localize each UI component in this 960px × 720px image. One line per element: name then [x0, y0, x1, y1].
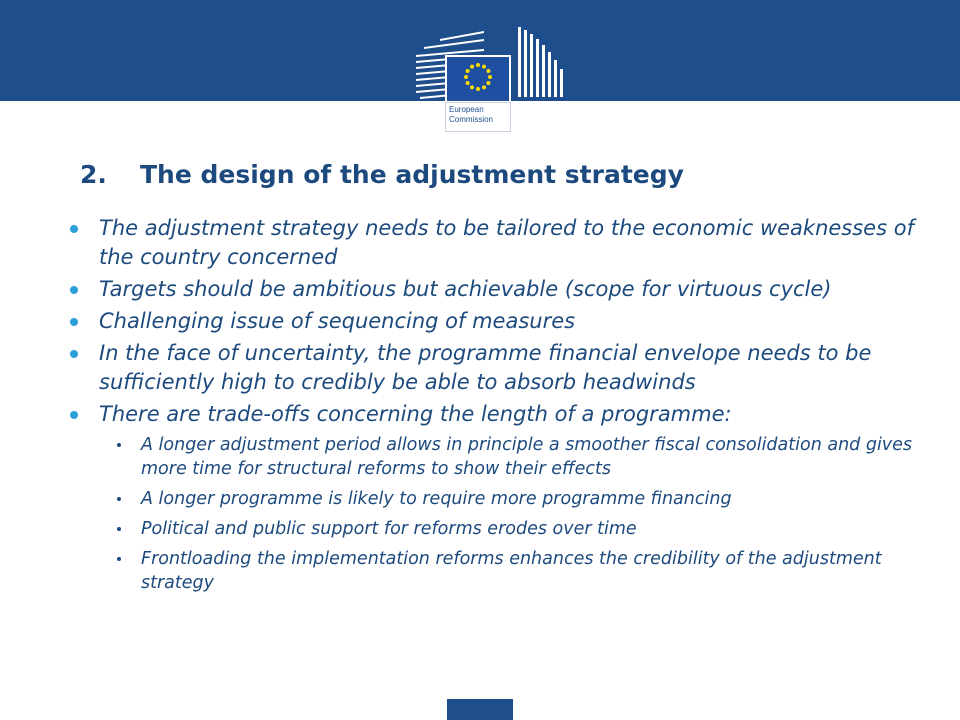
sub-bullet-dot-icon: [117, 527, 121, 531]
bullet-text: The adjustment strategy needs to be tailored to the economic weaknesses of the country concerned: [99, 216, 914, 269]
slide-title: [80, 158, 684, 192]
bullet-item: [70, 307, 930, 336]
sub-bullet-dot-icon: [117, 443, 121, 447]
bullet-dot-icon: [70, 225, 78, 233]
logo-text-line1: European: [449, 105, 484, 114]
sub-bullet-item: [113, 433, 930, 481]
title-number: 2.: [80, 160, 107, 189]
logo-label: [445, 102, 511, 132]
bullet-dot-icon: [70, 411, 78, 419]
sub-bullet-item: [113, 517, 930, 541]
bullet-text: There are trade-offs concerning the length of a programme:: [99, 402, 732, 426]
title-text: The design of the adjustment strategy: [140, 160, 684, 189]
building-right-stripes: [518, 27, 563, 97]
footer-tab: [447, 699, 513, 720]
sub-bullet-text: A longer programme is likely to require more programme financing: [141, 489, 732, 509]
bullet-dot-icon: [70, 286, 78, 294]
bullet-text: Challenging issue of sequencing of measures: [99, 309, 576, 333]
sub-bullet-item: [113, 487, 930, 511]
logo-text-line2: Commission: [449, 115, 494, 124]
bullet-item: [70, 339, 930, 397]
bullet-list: [70, 214, 930, 601]
sub-bullet-item: [113, 547, 930, 595]
bullet-item: [70, 275, 930, 304]
sub-bullet-dot-icon: [117, 497, 121, 501]
sub-bullet-list: [113, 433, 930, 595]
bullet-dot-icon: [70, 318, 78, 326]
sub-bullet-text: Political and public support for reforms erodes over time: [141, 519, 637, 539]
sub-bullet-text: A longer adjustment period allows in principle a smoother fiscal consolidation and gives more time for structural reforms to show their effects: [141, 435, 913, 479]
bullet-text: In the face of uncertainty, the programme financial envelope needs to be sufficiently high to credibly be able to absorb headwinds: [99, 341, 872, 394]
sub-bullet-text: Frontloading the implementation reforms enhances the credibility of the adjustment strategy: [141, 549, 882, 593]
sub-bullet-dot-icon: [117, 557, 121, 561]
bullet-dot-icon: [70, 350, 78, 358]
bullet-item: [70, 400, 930, 595]
bullet-text: Targets should be ambitious but achievable (scope for virtuous cycle): [99, 277, 832, 301]
bullet-item: [70, 214, 930, 272]
